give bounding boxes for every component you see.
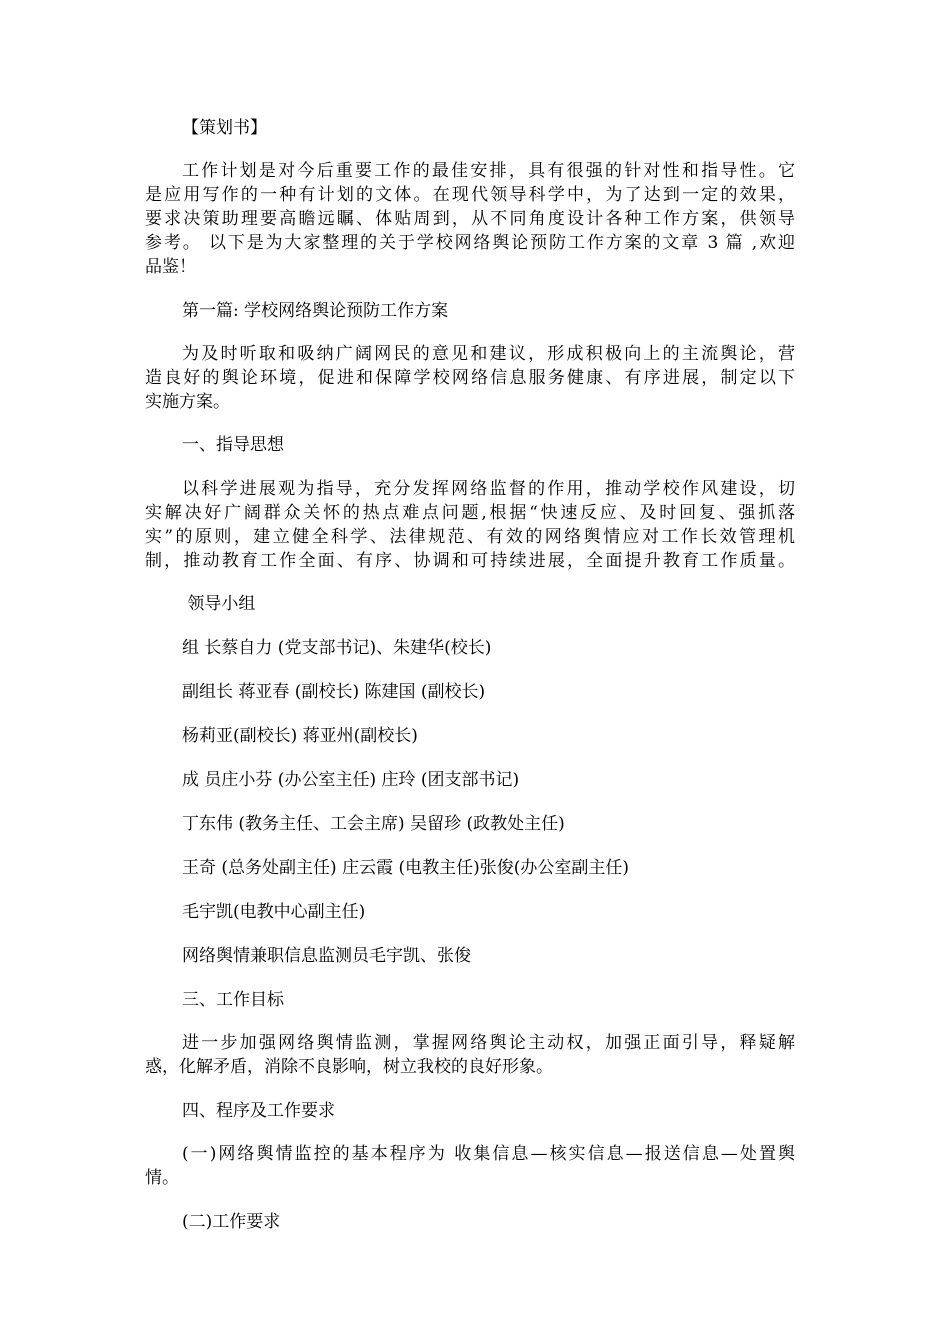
paragraph-line: (一)网络舆情监控的基本程序为 收集信息—核实信息—报送信息—处置舆 [182, 1144, 795, 1164]
paragraph-line: 为及时听取和吸纳广阔网民的意见和建议，形成积极向上的主流舆论，营 [182, 344, 795, 364]
paragraph-line: 实”的原则，建立健全科学、法律规范、有效的网络舆情应对工作长效管理机 [145, 527, 795, 547]
subsection-title: (二)工作要求 [182, 1212, 281, 1232]
paragraph-line: 惑，化解矛盾，消除不良影响，树立我校的良好形象。 [145, 1057, 553, 1077]
paragraph-line: 实解决好广阔群众关怀的热点难点问题,根据“快速反应、及时回复、强抓落 [145, 503, 795, 523]
section-title: 四、程序及工作要求 [182, 1101, 335, 1121]
list-item: 杨莉亚(副校长) 蒋亚州(副校长) [182, 726, 418, 746]
list-item: 丁东伟 (教务主任、工会主席) 吴留珍 (政教处主任) [182, 814, 565, 834]
section-title: 一、指导思想 [182, 435, 284, 455]
section-title: 三、工作目标 [182, 990, 284, 1010]
section-title: 领导小组 [182, 594, 256, 614]
list-item: 毛宇凯(电教中心副主任) [182, 902, 366, 922]
paragraph-line: 品鉴！ [145, 257, 196, 277]
list-item: 网络舆情兼职信息监测员毛宇凯、张俊 [182, 946, 471, 966]
section-heading: 【策划书】 [182, 118, 267, 138]
article-title: 第一篇: 学校网络舆论预防工作方案 [182, 301, 449, 321]
list-item: 组 长蔡自力 (党支部书记)、朱建华(校长) [182, 638, 492, 658]
list-item: 副组长 蒋亚春 (副校长) 陈建国 (副校长) [182, 682, 486, 702]
document-body [145, 0, 795, 1344]
paragraph-line: 造良好的舆论环境，促进和保障学校网络信息服务健康、有序进展，制定以下 [145, 368, 795, 388]
paragraph-line: 制，推动教育工作全面、有序、协调和可持续进展，全面提升教育工作质量。 [145, 551, 795, 571]
paragraph-line: 参考。 以下是为大家整理的关于学校网络舆论预防工作方案的文章 3 篇 ,欢迎 [145, 233, 795, 253]
paragraph-line: 要求决策助理要高瞻远瞩、体贴周到，从不同角度设计各种工作方案，供领导 [145, 209, 795, 229]
paragraph-line: 工作计划是对今后重要工作的最佳安排，具有很强的针对性和指导性。它 [182, 161, 795, 181]
paragraph-line: 以科学进展观为指导，充分发挥网络监督的作用，推动学校作风建设，切 [182, 479, 795, 499]
paragraph-line: 实施方案。 [145, 392, 230, 412]
paragraph-line: 是应用写作的一种有计划的文体。在现代领导科学中，为了达到一定的效果， [145, 185, 795, 205]
list-item: 成 员庄小芬 (办公室主任) 庄玲 (团支部书记) [182, 770, 520, 790]
paragraph-line: 进一步加强网络舆情监测，掌握网络舆论主动权，加强正面引导，释疑解 [182, 1033, 795, 1053]
paragraph-line: 情。 [145, 1168, 179, 1188]
list-item: 王奇 (总务处副主任) 庄云霞 (电教主任)张俊(办公室副主任) [182, 858, 630, 878]
